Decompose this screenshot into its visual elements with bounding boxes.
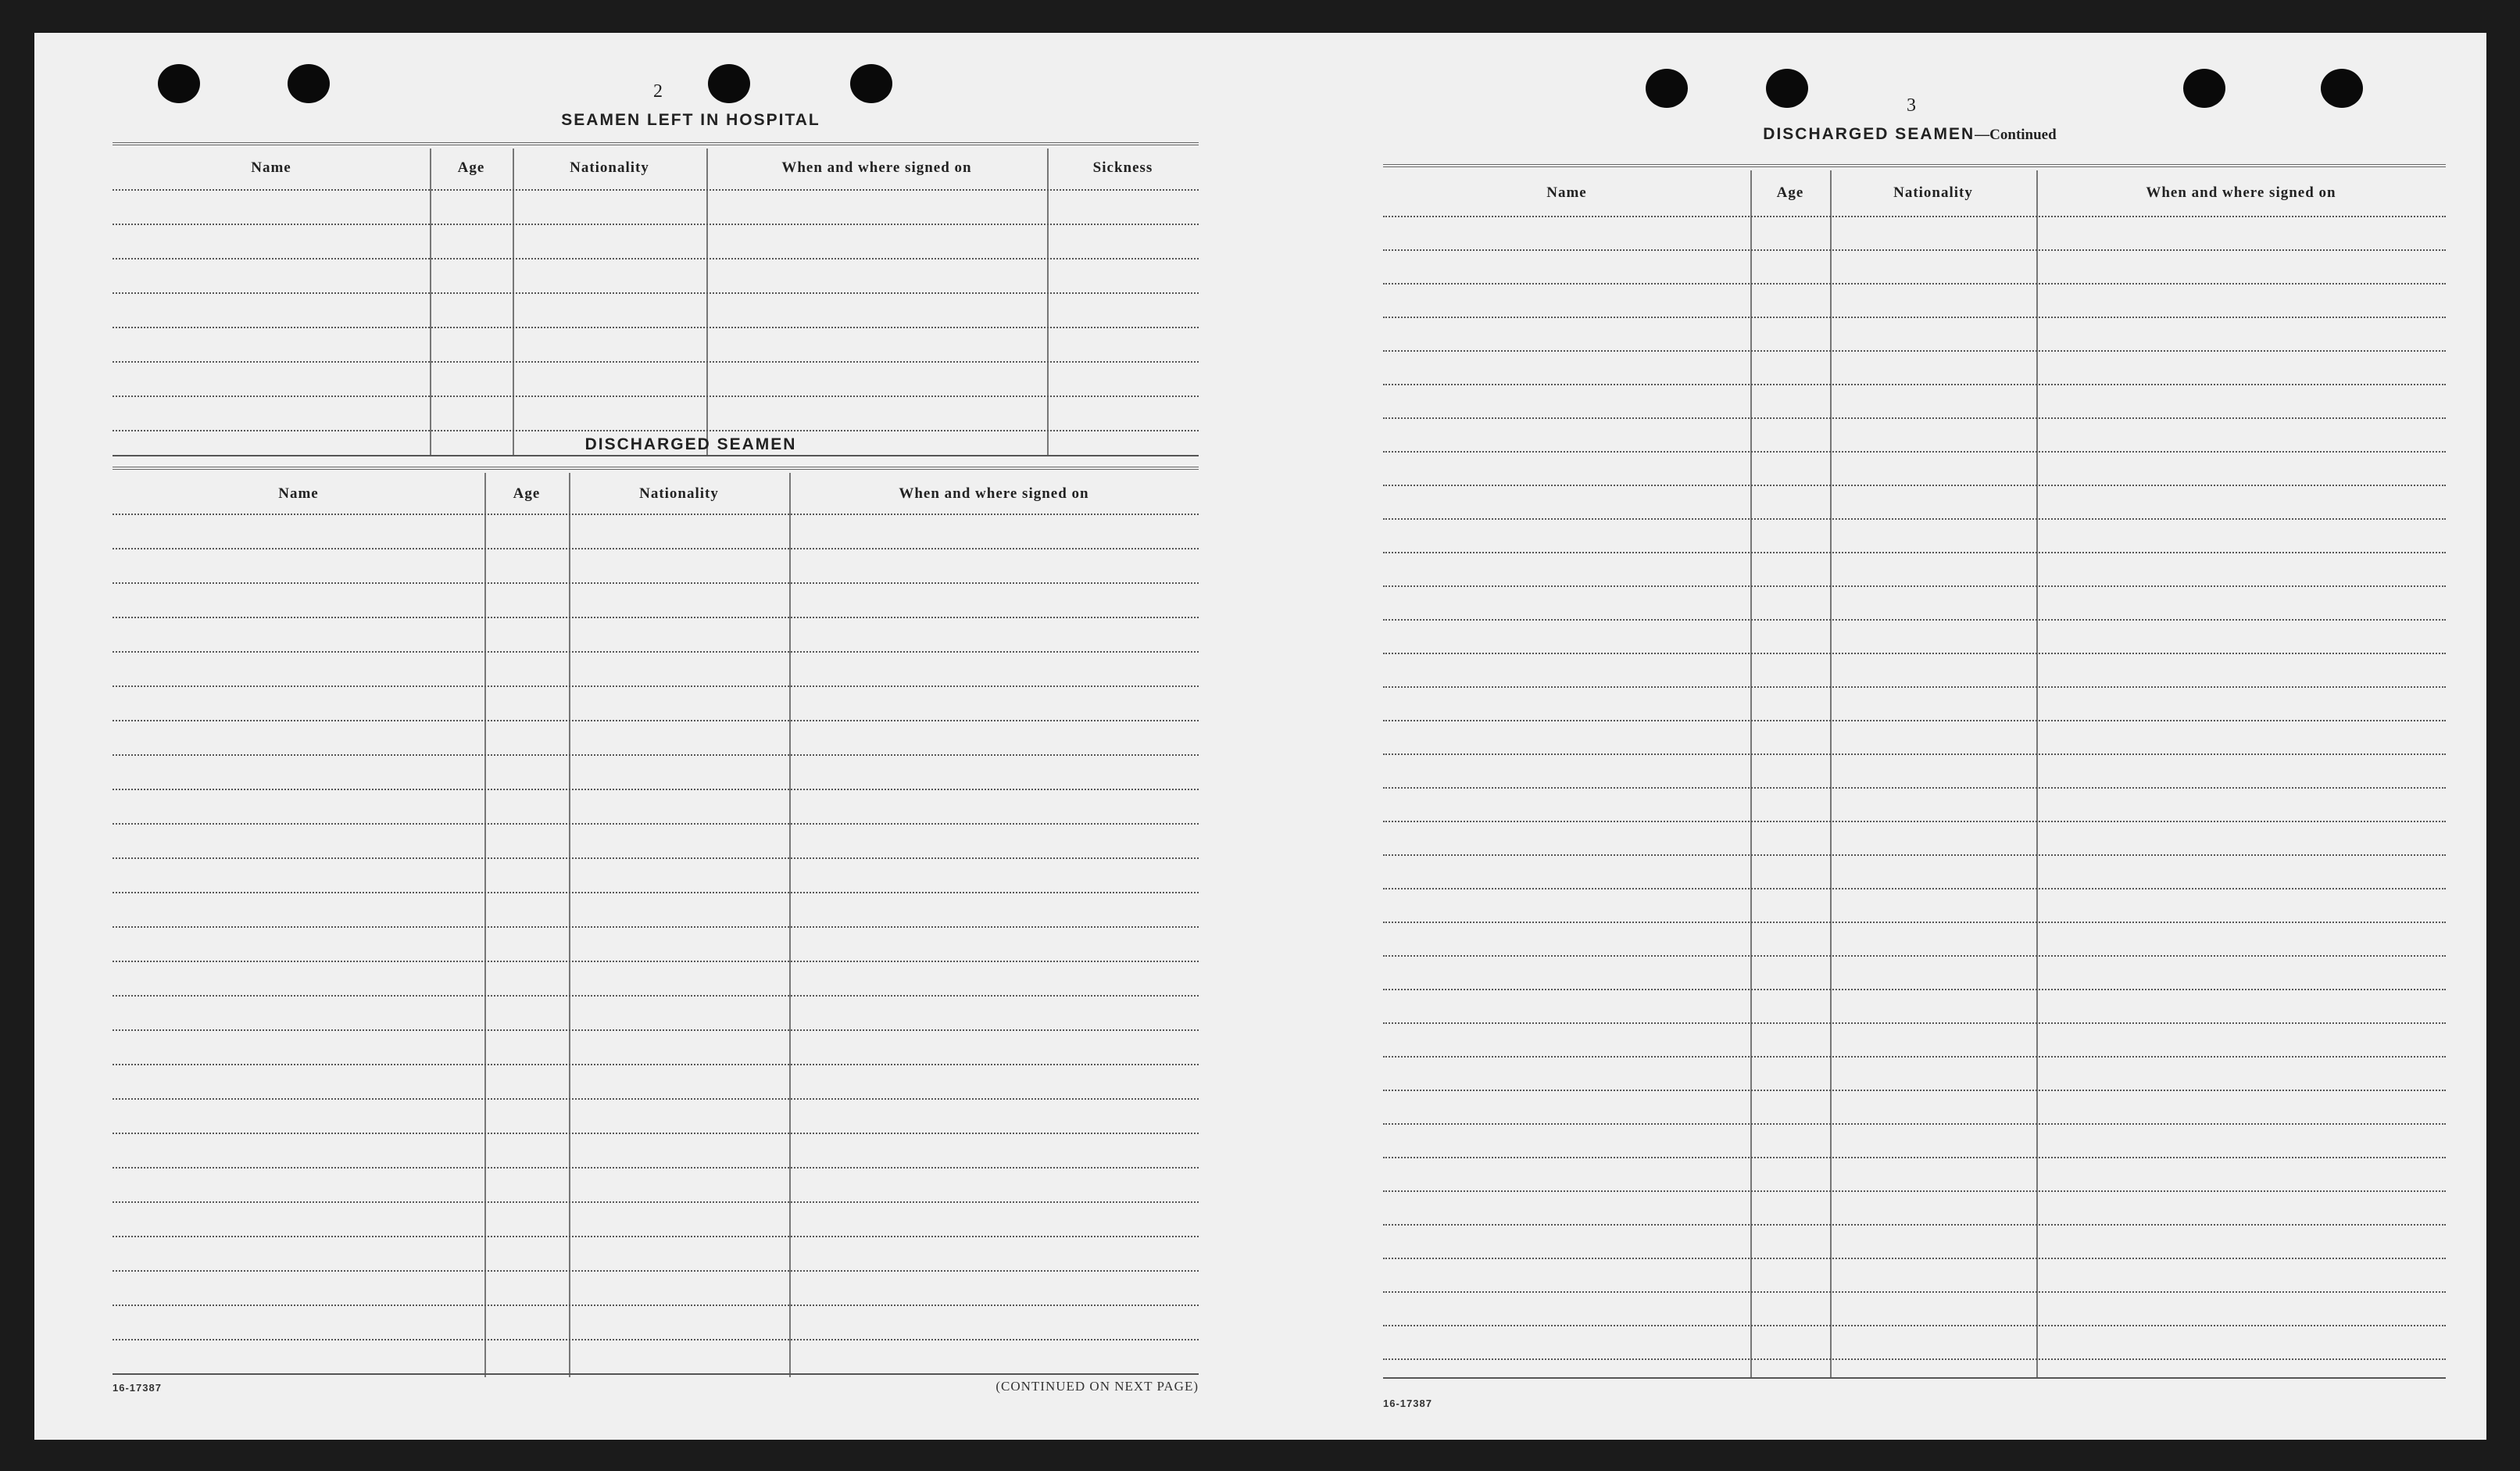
form-row-line bbox=[1383, 1377, 2446, 1379]
punch-hole bbox=[1646, 69, 1688, 108]
page-number: 3 bbox=[1907, 95, 1916, 116]
column-header-nationality: Nationality bbox=[639, 485, 719, 502]
continued-note: (CONTINUED ON NEXT PAGE) bbox=[995, 1379, 1199, 1394]
form-row-line bbox=[113, 1064, 1199, 1065]
column-divider bbox=[706, 149, 708, 455]
form-row-line bbox=[1383, 317, 2446, 318]
form-row-line bbox=[113, 1236, 1199, 1237]
column-divider bbox=[513, 149, 514, 455]
column-header-signed-on: When and where signed on bbox=[2146, 184, 2336, 201]
form-row-line bbox=[113, 1305, 1199, 1306]
form-row-line bbox=[1383, 1190, 2446, 1192]
form-row-line bbox=[1383, 1123, 2446, 1125]
column-header-signed-on: When and where signed on bbox=[781, 159, 972, 176]
page-number: 2 bbox=[653, 81, 663, 102]
form-row-line bbox=[1383, 888, 2446, 889]
column-header-age: Age bbox=[513, 485, 541, 502]
form-row-line bbox=[113, 430, 1199, 431]
form-number: 16-17387 bbox=[113, 1382, 162, 1394]
column-header-name: Name bbox=[251, 159, 291, 176]
column-header-name: Name bbox=[278, 485, 319, 502]
column-divider bbox=[484, 473, 486, 1377]
form-row-line bbox=[1383, 720, 2446, 721]
form-row-line bbox=[113, 651, 1199, 653]
column-header-age: Age bbox=[1776, 184, 1804, 201]
column-header-sickness: Sickness bbox=[1092, 159, 1153, 176]
column-header-age: Age bbox=[457, 159, 485, 176]
right-page bbox=[1285, 33, 2486, 1440]
punch-hole bbox=[708, 64, 750, 103]
form-row-line bbox=[113, 857, 1199, 859]
hospital-table bbox=[113, 142, 1199, 455]
form-row-line bbox=[1383, 686, 2446, 688]
table-top-rule bbox=[113, 467, 1199, 470]
discharged-seamen-table bbox=[113, 467, 1199, 1377]
form-row-line bbox=[113, 754, 1199, 756]
column-divider bbox=[430, 149, 431, 455]
column-divider bbox=[569, 473, 570, 1377]
form-row-line bbox=[113, 823, 1199, 825]
form-row-line bbox=[113, 961, 1199, 962]
form-row-line bbox=[1383, 854, 2446, 856]
punch-hole bbox=[2183, 69, 2225, 108]
punch-hole bbox=[850, 64, 892, 103]
form-row-line bbox=[1383, 989, 2446, 990]
form-row-line bbox=[113, 685, 1199, 687]
form-row-line bbox=[113, 892, 1199, 893]
section-title-suffix: —Continued bbox=[1975, 127, 2057, 143]
form-row-line bbox=[1383, 216, 2446, 217]
punch-hole bbox=[158, 64, 200, 103]
form-row-line bbox=[113, 995, 1199, 997]
form-row-line bbox=[113, 292, 1199, 294]
form-row-line bbox=[1383, 955, 2446, 957]
form-row-line bbox=[1383, 922, 2446, 923]
form-row-line bbox=[1383, 1291, 2446, 1293]
column-divider bbox=[789, 473, 791, 1377]
form-row-line bbox=[1383, 1056, 2446, 1058]
form-row-line bbox=[1383, 1358, 2446, 1360]
form-row-line bbox=[113, 1339, 1199, 1340]
form-row-line bbox=[113, 455, 1199, 456]
form-row-line bbox=[1383, 585, 2446, 587]
form-row-line bbox=[1383, 1224, 2446, 1226]
form-row-line bbox=[1383, 485, 2446, 486]
form-row-line bbox=[113, 224, 1199, 225]
form-row-line bbox=[113, 1029, 1199, 1031]
form-row-line bbox=[113, 1270, 1199, 1272]
left-page bbox=[34, 33, 1285, 1440]
form-row-line bbox=[113, 720, 1199, 721]
hospital-section-title: SEAMEN LEFT IN HOSPITAL bbox=[561, 111, 820, 129]
form-row-line bbox=[1383, 787, 2446, 789]
form-row-line bbox=[1383, 1325, 2446, 1326]
discharged-seamen-continued-table bbox=[1383, 164, 2446, 1377]
form-row-line bbox=[1383, 1258, 2446, 1259]
column-header-nationality: Nationality bbox=[570, 159, 649, 176]
form-row-line bbox=[113, 1167, 1199, 1169]
form-row-line bbox=[1383, 283, 2446, 285]
form-row-line bbox=[113, 258, 1199, 259]
form-row-line bbox=[1383, 653, 2446, 654]
form-row-line bbox=[1383, 384, 2446, 385]
table-top-rule bbox=[113, 142, 1199, 145]
form-row-line bbox=[113, 327, 1199, 328]
form-row-line bbox=[1383, 350, 2446, 352]
form-row-line bbox=[113, 514, 1199, 515]
punch-hole bbox=[2321, 69, 2363, 108]
column-header-name: Name bbox=[1546, 184, 1587, 201]
form-row-line bbox=[113, 789, 1199, 790]
form-row-line bbox=[113, 1201, 1199, 1203]
discharged-continued-title bbox=[1597, 125, 2222, 144]
punch-hole bbox=[288, 64, 330, 103]
section-title-text: DISCHARGED SEAMEN bbox=[1763, 125, 1975, 143]
form-row-line bbox=[1383, 1090, 2446, 1091]
column-header-signed-on: When and where signed on bbox=[899, 485, 1089, 502]
column-header-nationality: Nationality bbox=[1893, 184, 1973, 201]
form-row-line bbox=[113, 617, 1199, 618]
form-row-line bbox=[1383, 249, 2446, 251]
form-row-line bbox=[113, 1373, 1199, 1375]
column-divider bbox=[1047, 149, 1049, 455]
form-row-line bbox=[113, 1133, 1199, 1134]
form-row-line bbox=[113, 548, 1199, 549]
form-row-line bbox=[113, 361, 1199, 363]
form-row-line bbox=[1383, 417, 2446, 419]
form-sheet bbox=[34, 33, 2486, 1440]
form-row-line bbox=[113, 1098, 1199, 1100]
discharged-section-title: DISCHARGED SEAMEN bbox=[584, 435, 797, 453]
table-top-rule bbox=[1383, 164, 2446, 167]
punch-hole bbox=[1766, 69, 1808, 108]
form-row-line bbox=[113, 395, 1199, 397]
form-row-line bbox=[1383, 518, 2446, 520]
form-row-line bbox=[113, 582, 1199, 584]
form-row-line bbox=[1383, 451, 2446, 453]
form-row-line bbox=[1383, 619, 2446, 621]
form-row-line bbox=[1383, 1157, 2446, 1158]
form-row-line bbox=[1383, 753, 2446, 755]
form-number: 16-17387 bbox=[1383, 1398, 1432, 1409]
form-row-line bbox=[113, 926, 1199, 928]
form-row-line bbox=[1383, 552, 2446, 553]
form-row-line bbox=[113, 189, 1199, 191]
form-row-line bbox=[1383, 821, 2446, 822]
form-row-line bbox=[1383, 1022, 2446, 1024]
